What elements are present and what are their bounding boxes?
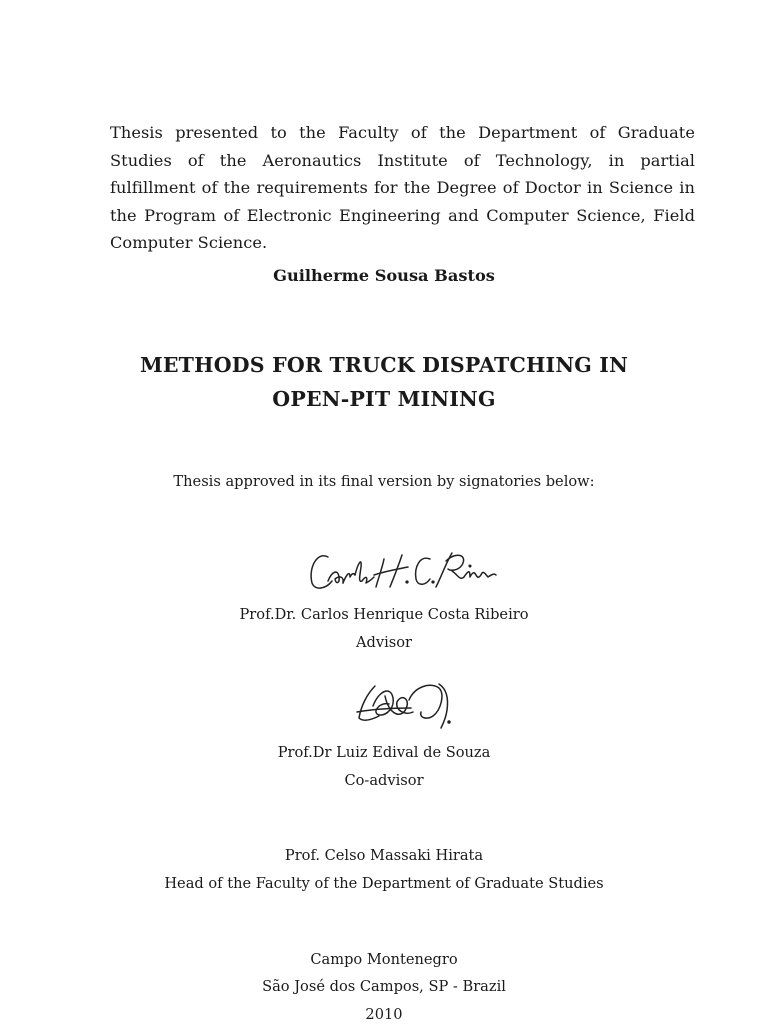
head-of-faculty-name: Prof. Celso Massaki Hirata — [284, 847, 484, 864]
advisor-role: Advisor — [355, 634, 413, 651]
location-city: São José dos Campos, SP - Brazil — [262, 978, 506, 995]
approval-statement: Thesis approved in its final version by signatories below: — [173, 473, 595, 490]
advisor-signature — [306, 545, 498, 593]
co-advisor-signature — [349, 676, 455, 732]
thesis-title-line-2: OPEN-PIT MINING — [272, 387, 496, 411]
thesis-title — [0, 348, 768, 416]
head-of-faculty-role: Head of the Faculty of the Department of Graduate Studies — [164, 875, 604, 892]
thesis-statement-paragraph: Thesis presented to the Faculty of the Department of Graduate Studies of the Aeronautics Institute of Technology, in partial fulfillment of the requirements for the Degree of Doctor in Science in the Program of Electronic Engineering and Computer Science, Field Computer Science. — [110, 123, 695, 253]
thesis-title-line-1: METHODS FOR TRUCK DISPATCHING IN — [139, 353, 629, 377]
publication-year: 2010 — [365, 1006, 403, 1023]
co-advisor-name: Prof.Dr Luiz Edival de Souza — [277, 744, 491, 761]
co-advisor-role: Co-advisor — [344, 772, 424, 789]
advisor-name: Prof.Dr. Carlos Henrique Costa Ribeiro — [239, 606, 529, 623]
author-name: Guilherme Sousa Bastos — [273, 266, 495, 285]
location-campus: Campo Montenegro — [310, 951, 458, 968]
